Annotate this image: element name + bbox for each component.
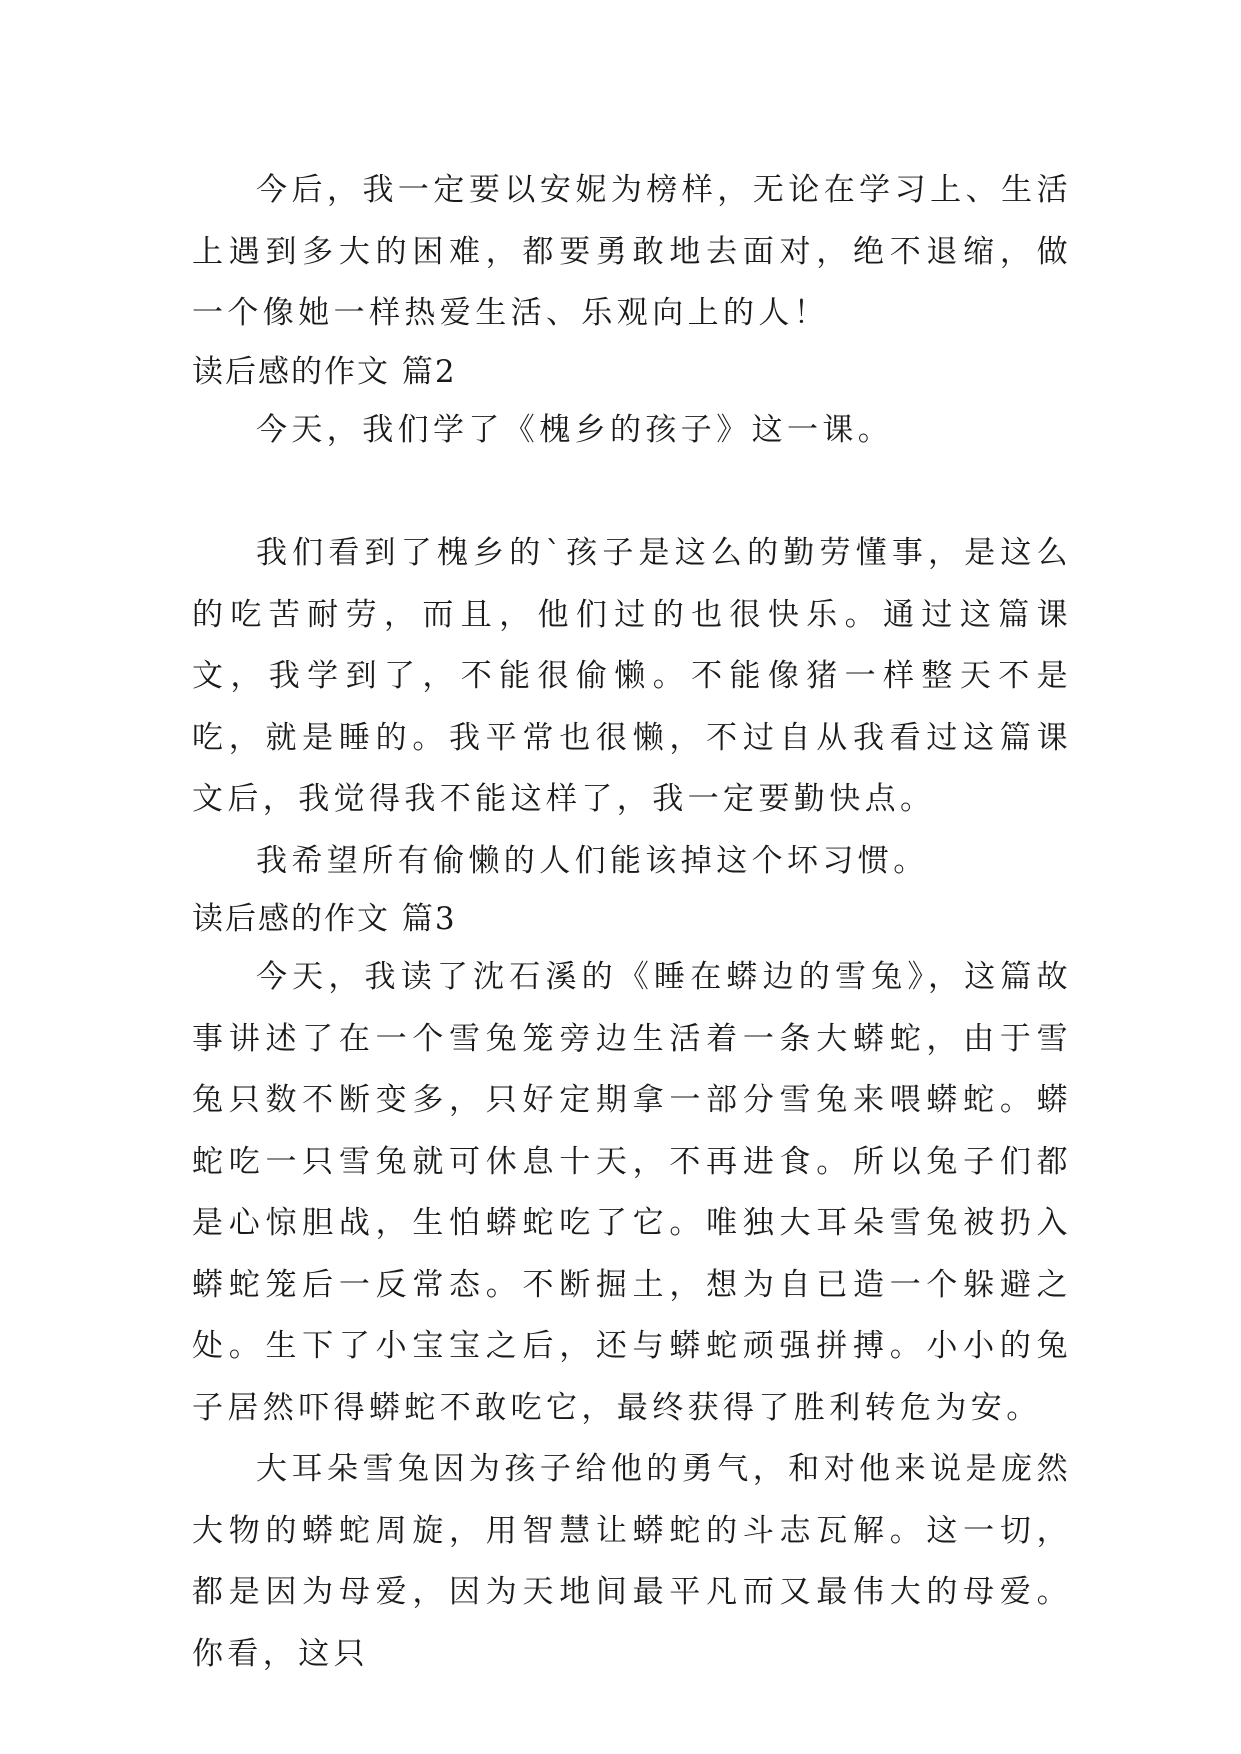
paragraph-essay3-summary: 今天，我读了沈石溪的《睡在蟒边的雪兔》，这篇故事讲述了在一个雪兔笼旁边生活着一条大蟒蛇，由于雪兔只数不断变多，只好定期拿一部分雪兔来喂蟒蛇。蟒蛇吃一只雪兔就可休息十天，不再进食。所以兔子们都是心惊胆战，生怕蟒蛇吃了它。唯独大耳朵雪兔被扔入蟒蛇笼后一反常态。不断掘土，想为自已造一个躲避之处。生下了小宝宝之后，还与蟒蛇顽强拼搏。小小的兔子居然吓得蟒蛇不敢吃它，最终获得了胜利转危为安。 bbox=[192, 959, 1072, 1426]
heading-essay-3: 读后感的作文 篇3 bbox=[192, 901, 457, 937]
heading-essay-2: 读后感的作文 篇2 bbox=[192, 353, 457, 390]
paragraph-essay1-closing: 今后，我一定要以安妮为榜样，无论在学习上、生活上遇到多大的困难，都要勇敢地去面对，绝不退缩，做一个像她一样热爱生活、乐观向上的人！ bbox=[192, 172, 1072, 331]
paragraph-essay2-intro: 今天，我们学了《槐乡的孩子》这一课。 bbox=[256, 411, 894, 448]
paragraph-essay3-reflection: 大耳朵雪兔因为孩子给他的勇气，和对他来说是庞然大物的蟒蛇周旋，用智慧让蟒蛇的斗志瓦解。这一切，都是因为母爱，因为天地间最平凡而又最伟大的母爱。你看，这只 bbox=[192, 1451, 1072, 1672]
blank-line bbox=[192, 461, 1072, 523]
document-body bbox=[192, 160, 1072, 1685]
paragraph-essay2-closing: 我希望所有偷懒的人们能该掉这个坏习惯。 bbox=[256, 842, 929, 879]
paragraph-essay2-body: 我们看到了槐乡的`孩子是这么的勤劳懂事，是这么的吃苦耐劳，而且，他们过的也很快乐。通过这篇课文，我学到了，不能很偷懒。不能像猪一样整天不是吃，就是睡的。我平常也很懒，不过自从我看过这篇课文后，我觉得我不能这样了，我一定要勤快点。 bbox=[192, 535, 1072, 817]
